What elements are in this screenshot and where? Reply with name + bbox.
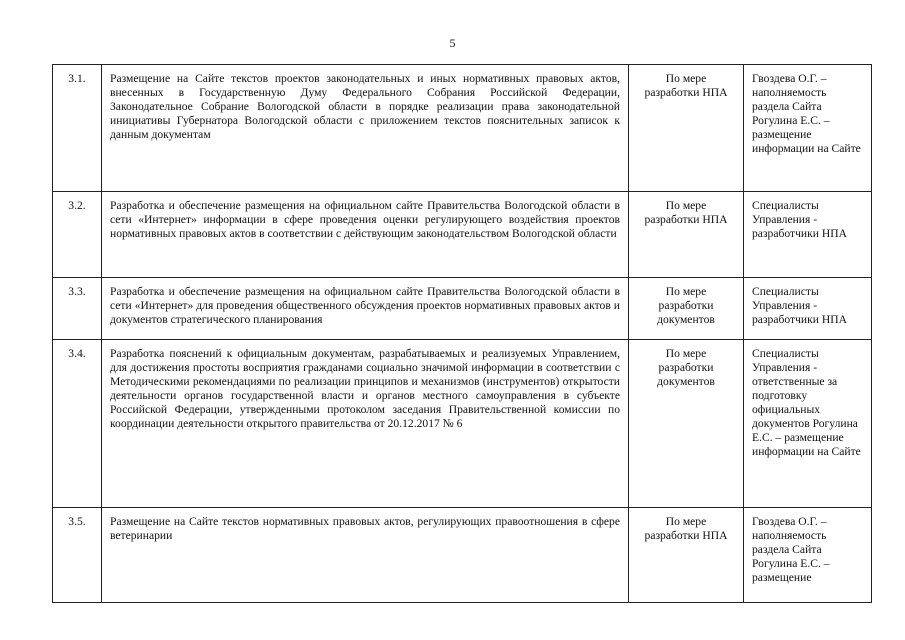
table-row: [53, 340, 872, 508]
row-number: 3.2.: [53, 192, 102, 278]
table-row: [53, 508, 872, 603]
row-action: Разработка и обеспечение размещения на официальном сайте Правительства Вологодской области в сети «Интернет» информации в сфере проведения оценки регулирующего воздействия проектов нормативных правовых актов в соответствии с действующим законодательством Вологодской области: [102, 192, 629, 278]
row-number: 3.4.: [53, 340, 102, 508]
table-row: [53, 65, 872, 192]
table-row: [53, 278, 872, 340]
row-action: Разработка пояснений к официальным документам, разрабатываемых и реализуемых Управлением, для достижения простоты восприятия гражданами социально значимой информации в соответствии с Методическими рекомендациями по реализации принципов и механизмов (инструментов) открытости деятельности органов государственной власти и органов местного самоуправления в субъекте Российской Федерации, утвержденными протоколом заседания Правительственной комиссии по координации деятельности открытого правительства от 20.12.2017 № 6: [102, 340, 629, 508]
row-term: По мере разработки документов: [629, 278, 744, 340]
row-responsible: Гвоздева О.Г. – наполняемость раздела Сайта Рогулина Е.С. – размещение: [744, 508, 872, 603]
row-action: Размещение на Сайте текстов проектов законодательных и иных нормативных правовых актов, внесенных в Государственную Думу Федерального Собрания Российской Федерации, Законодательное Собрание Вологодской области в порядке реализации права законодательной инициативы Губернатора Вологодской области с приложением текстов пояснительных записок к данным документам: [102, 65, 629, 192]
row-responsible: Специалисты Управления - разработчики НПА: [744, 278, 872, 340]
plan-table: [52, 64, 872, 603]
row-term: По мере разработки документов: [629, 340, 744, 508]
row-term: По мере разработки НПА: [629, 65, 744, 192]
row-responsible: Специалисты Управления - ответственные за подготовку официальных документов Рогулина Е.С. – размещение информации на Сайте: [744, 340, 872, 508]
row-action: Размещение на Сайте текстов нормативных правовых актов, регулирующих правоотношения в сфере ветеринарии: [102, 508, 629, 603]
row-responsible: Гвоздева О.Г. – наполняемость раздела Сайта Рогулина Е.С. – размещение информации на Сайте: [744, 65, 872, 192]
table-row: [53, 192, 872, 278]
row-term: По мере разработки НПА: [629, 508, 744, 603]
row-action: Разработка и обеспечение размещения на официальном сайте Правительства Вологодской области в сети «Интернет» для проведения общественного обсуждения проектов нормативных правовых актов и документов стратегического планирования: [102, 278, 629, 340]
row-term: По мере разработки НПА: [629, 192, 744, 278]
row-responsible: Специалисты Управления - разработчики НПА: [744, 192, 872, 278]
row-number: 3.3.: [53, 278, 102, 340]
row-number: 3.1.: [53, 65, 102, 192]
row-number: 3.5.: [53, 508, 102, 603]
page-number: 5: [449, 36, 456, 50]
